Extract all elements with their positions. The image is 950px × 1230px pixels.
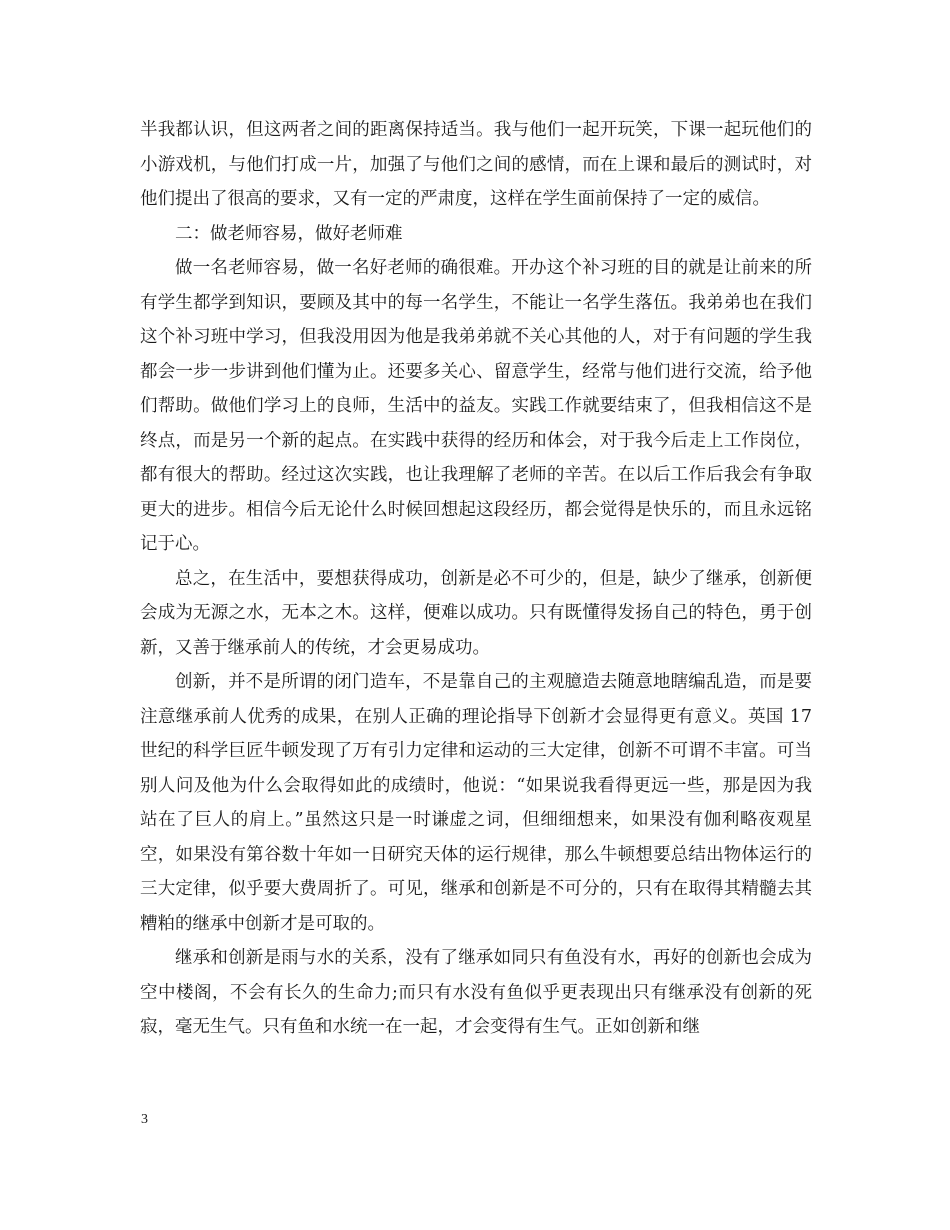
document-body (140, 113, 812, 1045)
page-number: 3 (141, 1112, 148, 1127)
paragraph: 半我都认识，但这两者之间的距离保持适当。我与他们一起开玩笑，下课一起玩他们的小游戏机，与他们打成一片，加强了与他们之间的感情，而在上课和最后的测试时，对他们提出了很高的要求，又有一定的严肃度，这样在学生面前保持了一定的威信。 (140, 120, 812, 209)
paragraph: 总之，在生活中，要想获得成功，创新是必不可少的，但是，缺少了继承，创新便会成为无源之水，无本之木。这样，便难以成功。只有既懂得发扬自己的特色，勇于创新，又善于继承前人的传统，才会更易成功。 (140, 568, 812, 658)
paragraph: 继承和创新是雨与水的关系，没有了继承如同只有鱼没有水，再好的创新也会成为空中楼阁，不会有长久的生命力;而只有水没有鱼似乎更表现出只有继承没有创新的死寂，毫无生气。只有鱼和水统一在一起，才会变得有生气。正如创新和继 (140, 948, 812, 1037)
paragraph: 做一名老师容易，做一名好老师的确很难。开办这个补习班的目的就是让前来的所有学生都学到知识，要顾及其中的每一名学生，不能让一名学生落伍。我弟弟也在我们这个补习班中学习，但我没用因为他是我弟弟就不关心其他的人，对于有问题的学生我都会一步一步讲到他们懂为止。还要多关心、留意学生，经常与他们进行交流，给予他们帮助。做他们学习上的良师，生活中的益友。实践工作就要结束了，但我相信这不是终点，而是另一个新的起点。在实践中获得的经历和体会，对于我今后走上工作岗位，都有很大的帮助。经过这次实践，也让我理解了老师的辛苦。在以后工作后我会有争取更大的进步。相信今后无论什么时候回想起这段经历，都会觉得是快乐的，而且永远铭记于心。 (140, 258, 812, 554)
section-heading: 二：做老师容易，做好老师难 (175, 223, 403, 244)
paragraph: 创新，并不是所谓的闭门造车，不是靠自己的主观臆造去随意地瞎编乱造，而是要注意继承前人优秀的成果，在别人正确的理论指导下创新才会显得更有意义。英国 17世纪的科学巨匠牛顿发现了万有引力定律和运动的三大定律，创新不可谓不丰富。可当别人问及他为什么会取得如此的成绩时，他说：“如果说我看得更远一些，那是因为我站在了巨人的肩上。”虽然这只是一时谦虚之词，但细细想来，如果没有伽利略夜观星空，如果没有第谷数十年如一日研究天体的运行规律，那么牛顿想要总结出物体运行的三大定律，似乎要大费周折了。可见，继承和创新是不可分的，只有在取得其精髓去其糟粕的继承中创新才是可取的。 (140, 672, 812, 934)
